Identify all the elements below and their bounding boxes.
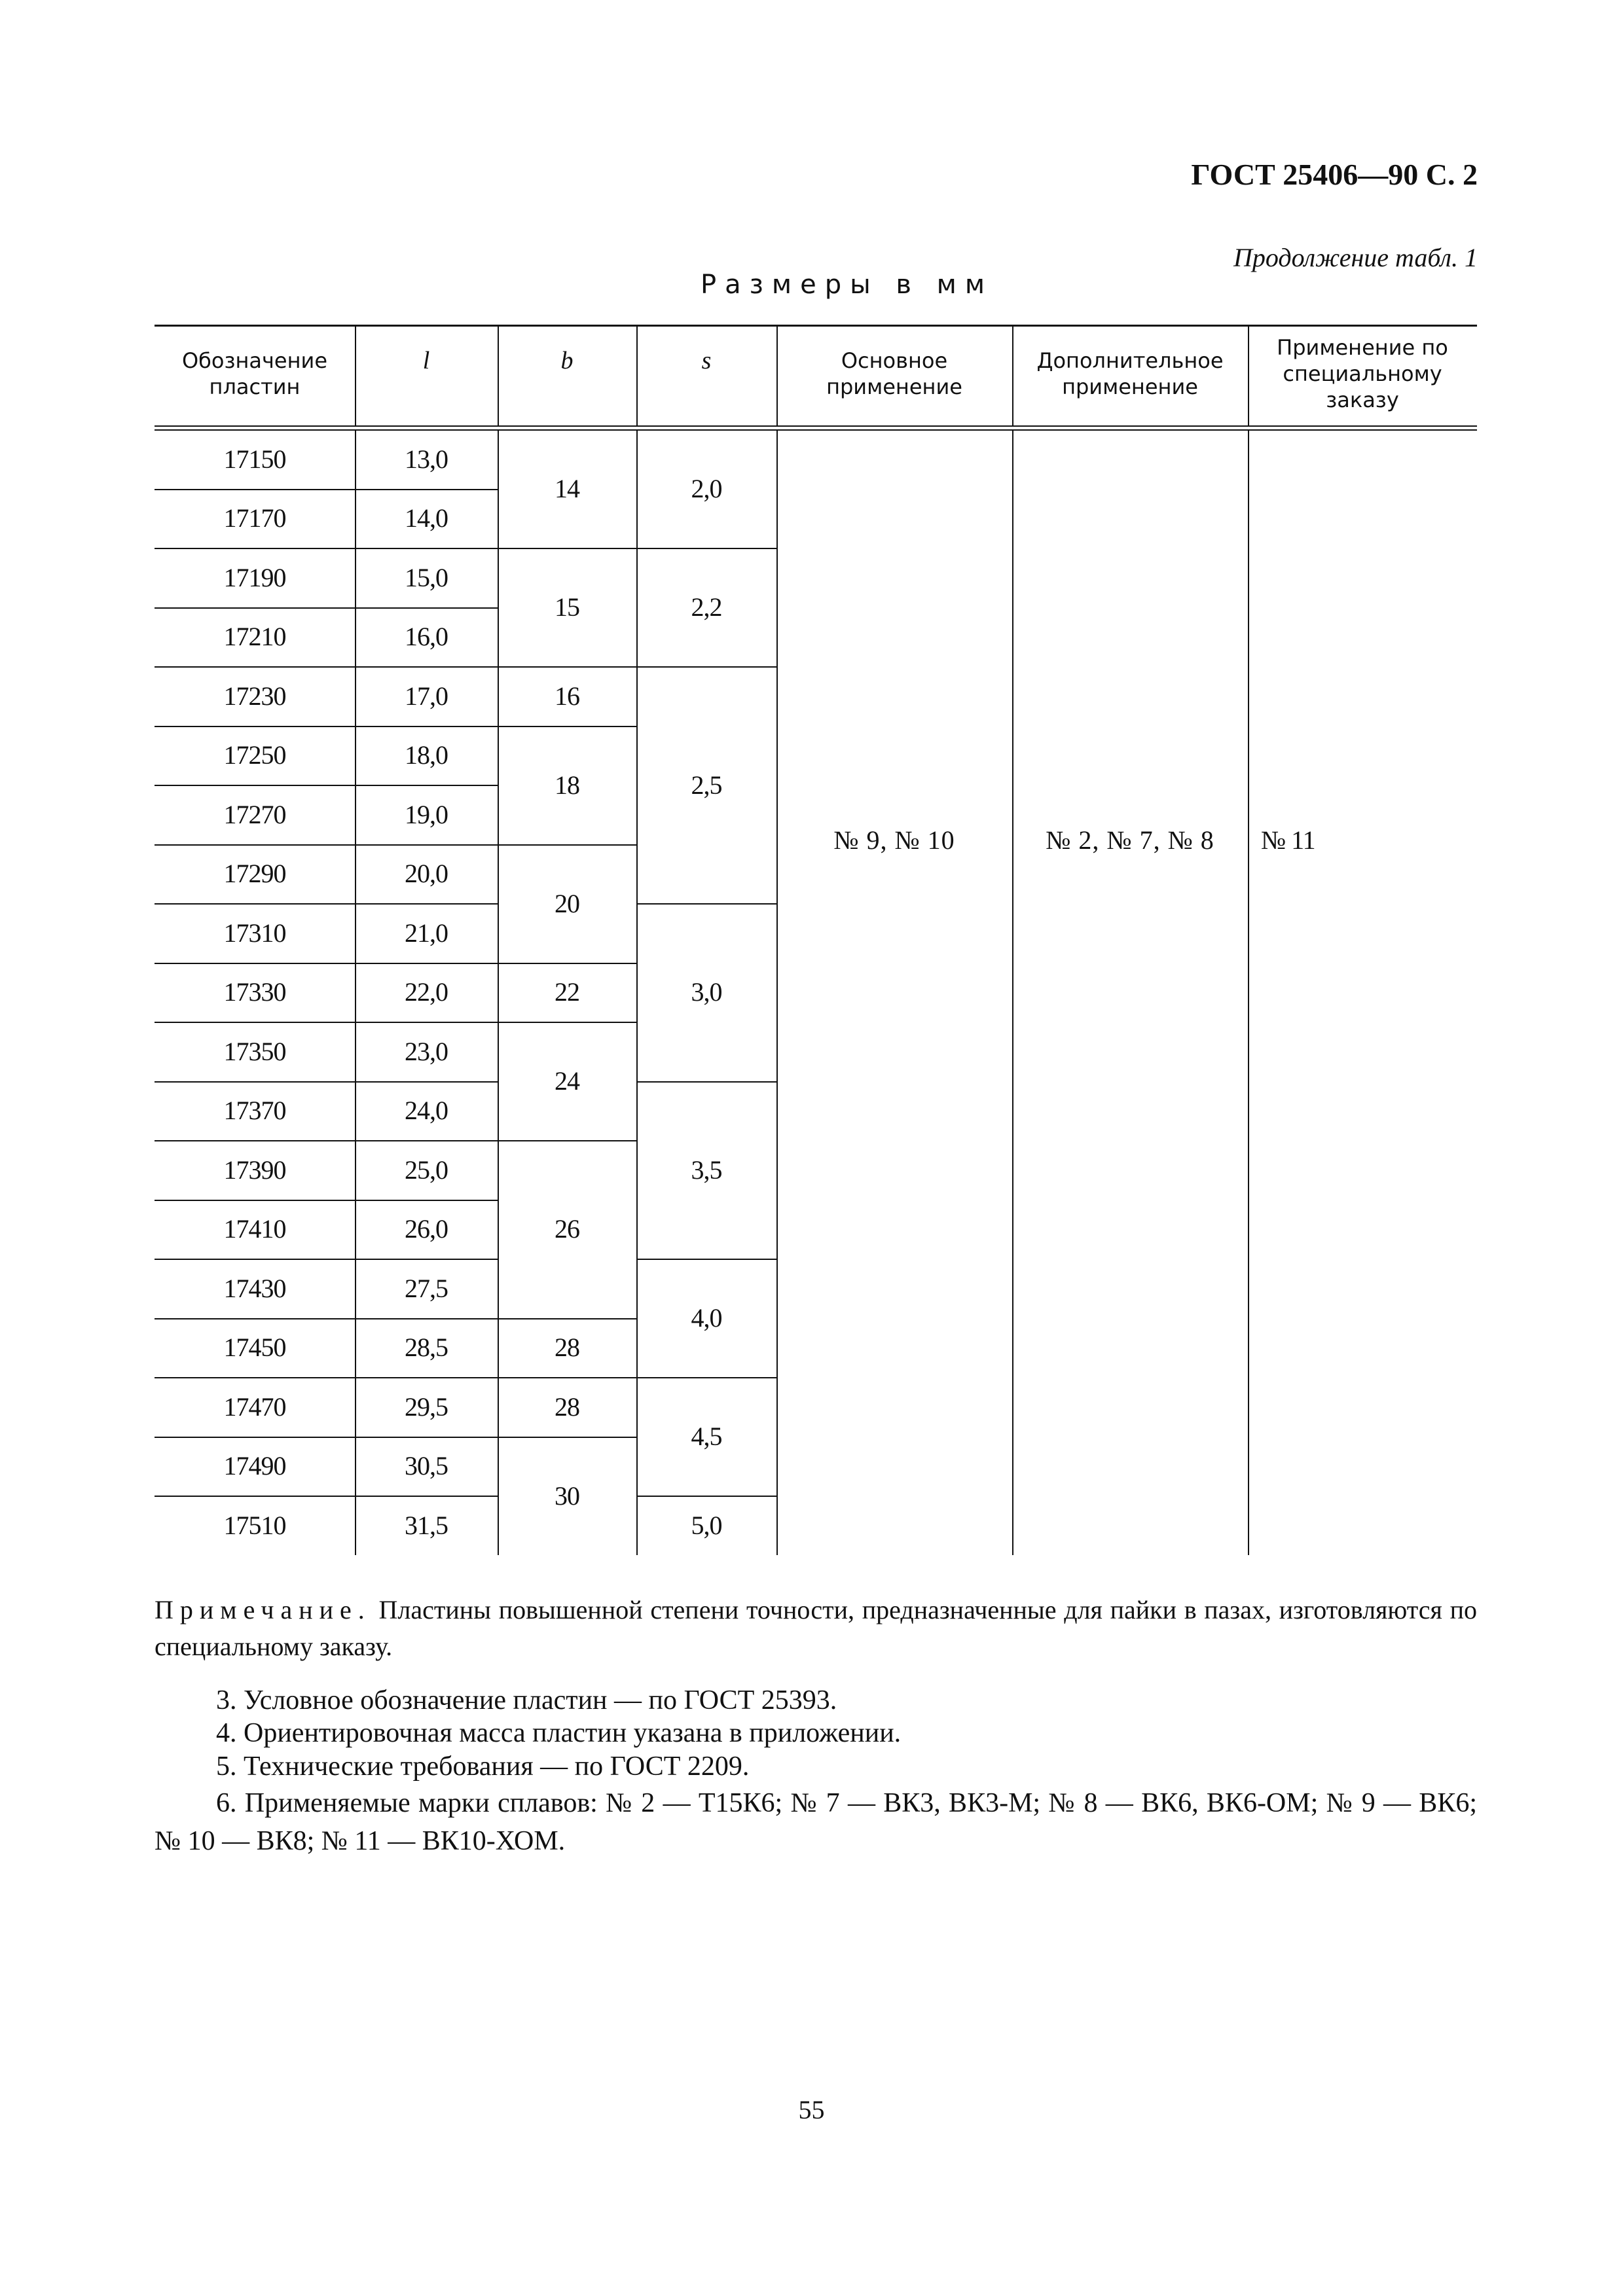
- l-cell: 26,0: [405, 1214, 448, 1244]
- l-cell: 31,5: [405, 1510, 448, 1540]
- extra-use-cell: № 2, № 7, № 8: [1046, 825, 1214, 855]
- table-top-rule: [155, 325, 1477, 327]
- column-divider: [1248, 429, 1249, 1555]
- designation-cell: 17410: [223, 1214, 286, 1244]
- b-cell: 16: [555, 681, 579, 711]
- header-designation: Обозначение пластин: [181, 348, 328, 399]
- s-cell: 2,2: [691, 592, 722, 622]
- header-l: l: [422, 347, 430, 374]
- l-cell: 28,5: [405, 1333, 448, 1363]
- l-cell: 17,0: [405, 681, 448, 711]
- table-note: [155, 1592, 1477, 1665]
- designation-cell: 17290: [223, 859, 286, 889]
- b-cell: 18: [555, 770, 579, 800]
- designation-cell: 17170: [223, 503, 286, 533]
- designation-cell: 17310: [223, 918, 286, 948]
- l-cell: 21,0: [405, 918, 448, 948]
- document-header: ГОСТ 25406—90 С. 2: [1191, 158, 1478, 191]
- s-cell: 2,0: [691, 474, 722, 503]
- b-cell: 22: [555, 977, 579, 1007]
- b-cell: 26: [555, 1214, 579, 1244]
- b-cell: 30: [555, 1480, 579, 1511]
- header-column-divider: [1248, 325, 1249, 425]
- l-cell: 15,0: [405, 562, 448, 592]
- designation-cell: 17430: [223, 1273, 286, 1303]
- header-column-divider: [776, 325, 778, 425]
- main-use-cell: № 9, № 10: [833, 825, 955, 855]
- l-cell: 20,0: [405, 859, 448, 889]
- note-label: Примечание.: [155, 1595, 371, 1624]
- page-number: 55: [798, 2095, 825, 2125]
- designation-cell: 17510: [223, 1510, 286, 1540]
- s-cell: 4,0: [691, 1303, 722, 1333]
- table-continuation-label: Продолжение табл. 1: [1233, 243, 1478, 272]
- units-label: Размеры в мм: [701, 270, 994, 300]
- list-item: 3. Условное обозначение пластин — по ГОСТ 25393.: [216, 1685, 837, 1715]
- header-column-divider: [1012, 325, 1013, 425]
- b-cell: 20: [555, 888, 579, 918]
- b-cell: 15: [555, 592, 579, 622]
- b-cell: 24: [555, 1066, 579, 1096]
- header-b: b: [560, 347, 574, 374]
- s-cell: 4,5: [691, 1422, 722, 1451]
- designation-cell: 17230: [223, 681, 286, 711]
- l-cell: 29,5: [405, 1391, 448, 1422]
- designation-cell: 17330: [223, 977, 286, 1007]
- l-cell: 30,5: [405, 1451, 448, 1481]
- l-cell: 19,0: [405, 799, 448, 829]
- b-cell: 28: [555, 1391, 579, 1422]
- s-cell: 2,5: [691, 770, 722, 800]
- header-main-use: Основное применение: [826, 348, 962, 399]
- header-rule: [155, 425, 1477, 427]
- special-order-cell: № 11: [1261, 825, 1315, 855]
- b-cell: 28: [555, 1333, 579, 1363]
- designation-cell: 17470: [223, 1391, 286, 1422]
- header-column-divider: [498, 325, 499, 425]
- l-cell: 22,0: [405, 977, 448, 1007]
- l-cell: 25,0: [405, 1155, 448, 1185]
- list-item: 5. Технические требования — по ГОСТ 2209.: [216, 1751, 750, 1782]
- column-divider: [776, 429, 778, 1555]
- designation-cell: 17390: [223, 1155, 286, 1185]
- b-cell: 14: [555, 474, 579, 503]
- column-divider: [1012, 429, 1013, 1555]
- l-cell: 27,5: [405, 1273, 448, 1303]
- l-cell: 23,0: [405, 1036, 448, 1066]
- l-cell: 16,0: [405, 622, 448, 652]
- designation-cell: 17370: [223, 1096, 286, 1126]
- designation-cell: 17250: [223, 740, 286, 770]
- designation-cell: 17210: [223, 622, 286, 652]
- designation-cell: 17190: [223, 562, 286, 592]
- header-special-order: Применение по специальному заказу: [1277, 335, 1448, 412]
- designation-cell: 17150: [223, 444, 286, 474]
- l-cell: 13,0: [405, 444, 448, 474]
- note-text: Пластины повышенной степени точности, предназначенные для пайки в пазах, изготовляются по специальному заказу.: [155, 1595, 1477, 1661]
- designation-cell: 17270: [223, 799, 286, 829]
- l-cell: 18,0: [405, 740, 448, 770]
- l-cell: 14,0: [405, 503, 448, 533]
- list-item: 4. Ориентировочная масса пластин указана в приложении.: [216, 1718, 902, 1748]
- l-cell: 24,0: [405, 1096, 448, 1126]
- designation-cell: 17350: [223, 1036, 286, 1066]
- designation-cell: 17450: [223, 1333, 286, 1363]
- header-s: s: [701, 347, 712, 374]
- designation-cell: 17490: [223, 1451, 286, 1481]
- list-item: 6. Применяемые марки сплавов: № 2 — Т15К6; № 7 — ВК3, ВК3-М; № 8 — ВК6, ВК6-ОМ; № 9 — ВК6; № 10 — ВК8; № 11 — ВК10-ХОМ.: [155, 1788, 1477, 1856]
- s-cell: 3,0: [691, 977, 722, 1007]
- header-column-divider: [355, 325, 356, 425]
- header-column-divider: [636, 325, 638, 425]
- s-cell: 5,0: [691, 1510, 722, 1540]
- header-extra-use: Дополнительное применение: [1036, 348, 1224, 399]
- s-cell: 3,5: [691, 1155, 722, 1185]
